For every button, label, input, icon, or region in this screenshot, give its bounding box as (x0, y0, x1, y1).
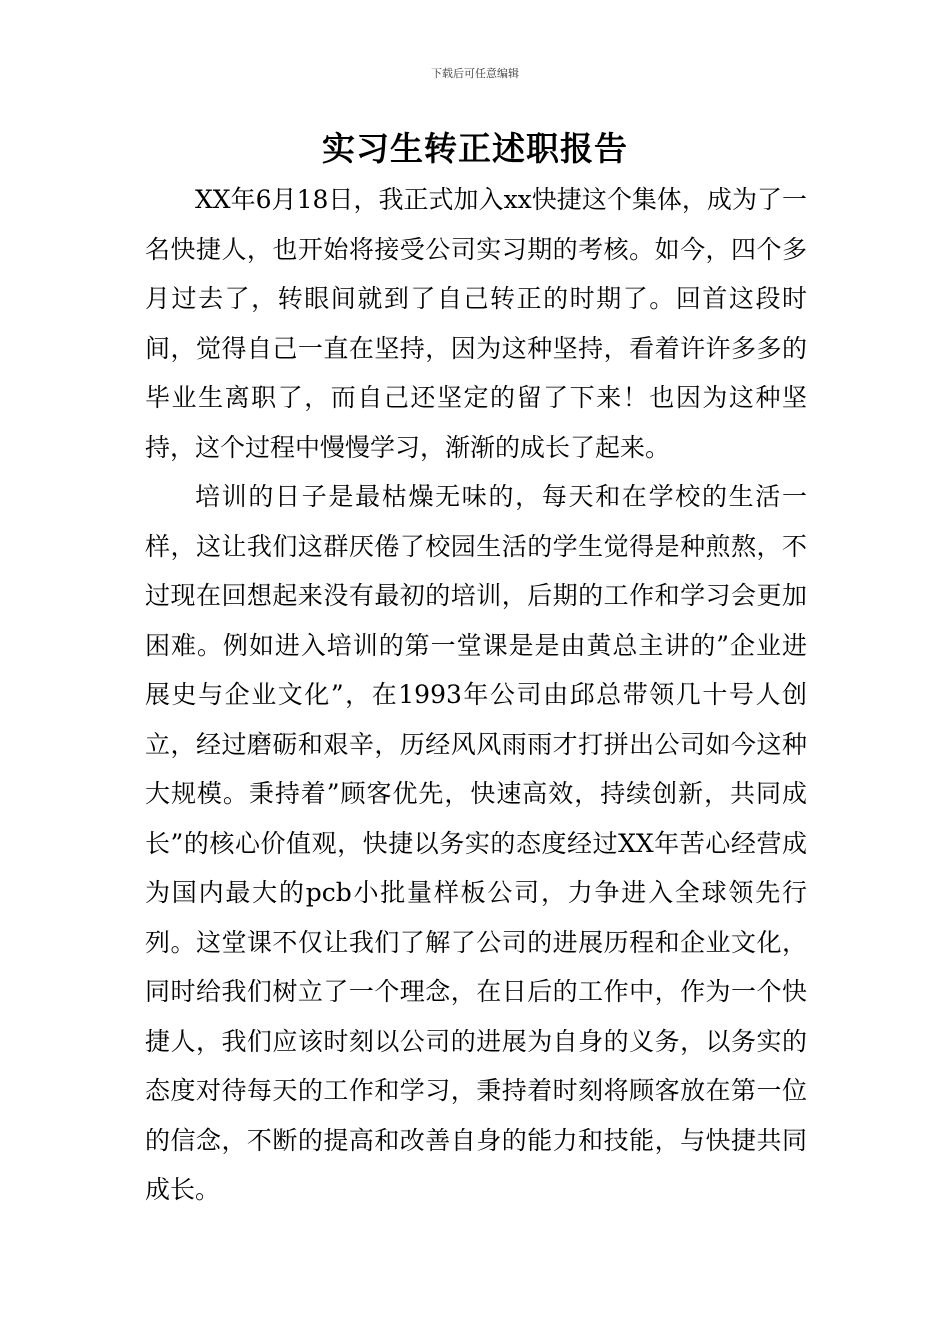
paragraph-2: 培训的日子是最枯燥无味的，每天和在学校的生活一样，这让我们这群厌倦了校园生活的学生觉得是种煎熬，不过现在回想起来没有最初的培训，后期的工作和学习会更加困难。例如进入培训的第一堂课是是由黄总主讲的”企业进展史与企业文化”，在1993年公司由邱总带领几十号人创立，经过磨砺和艰辛，历经风风雨雨才打拼出公司如今这种大规模。秉持着”顾客优先，快速高效，持续创新，共同成长”的核心价值观，快捷以务实的态度经过XX年苦心经营成为国内最大的pcb小批量样板公司，力争进入全球领先行列。这堂课不仅让我们了解了公司的进展历程和企业文化，同时给我们树立了一个理念，在日后的工作中，作为一个快捷人，我们应该时刻以公司的进展为自身的义务，以务实的态度对待每天的工作和学习，秉持着时刻将顾客放在第一位的信念，不断的提高和改善自身的能力和技能，与快捷共同成长。 (145, 482, 807, 1204)
header-note: 下载后可任意编辑 (431, 67, 519, 80)
paragraph-1: XX年6月18日，我正式加入xx快捷这个集体，成为了一名快捷人，也开始将接受公司实习期的考核。如今，四个多月过去了，转眼间就到了自己转正的时期了。回首这段时间，觉得自己一直在坚持，因为这种坚持，看着许许多多的毕业生离职了，而自己还坚定的留了下来！也因为这种坚持，这个过程中慢慢学习，渐渐的成长了起来。 (145, 185, 807, 462)
document-title: 实习生转正述职报告 (322, 129, 628, 168)
document-body (145, 175, 807, 1215)
